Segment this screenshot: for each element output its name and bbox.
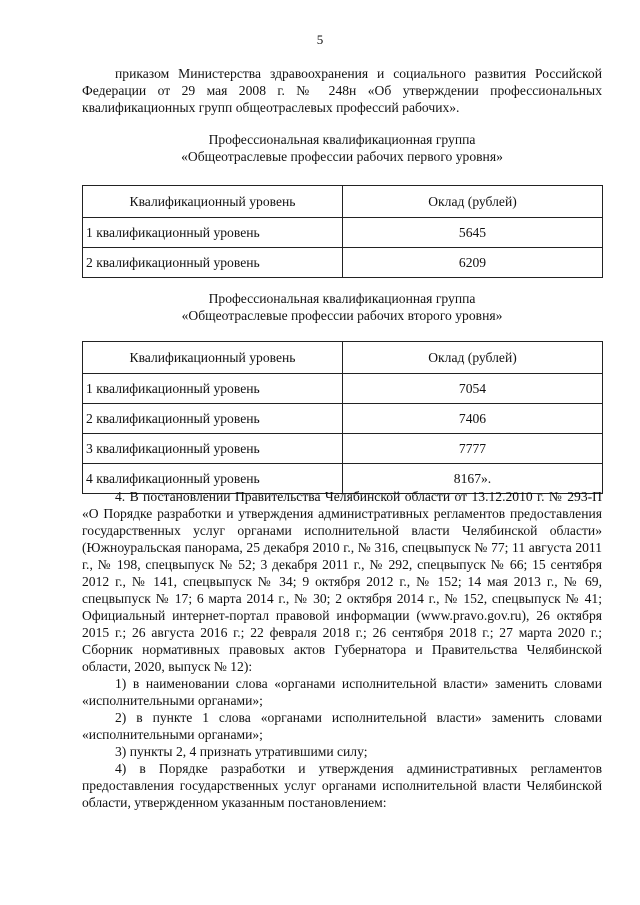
table-header-row xyxy=(83,342,603,374)
table-row xyxy=(83,434,603,464)
column-header-salary: Оклад (рублей) xyxy=(343,342,603,374)
level-cell: 2 квалификационный уровень xyxy=(83,404,343,434)
paragraph-4-2: 2) в пункте 1 слова «органами исполнительной власти» заменить словами «исполнительными органами»; xyxy=(82,710,602,742)
group-2-title-line-1: Профессиональная квалификационная группа xyxy=(208,291,476,306)
table-header-row xyxy=(83,186,603,218)
page-number: 5 xyxy=(316,32,324,47)
group-2-title xyxy=(82,290,602,324)
level-cell: 3 квалификационный уровень xyxy=(83,434,343,464)
salary-cell: 8167». xyxy=(343,464,603,494)
group-1-title xyxy=(82,131,602,165)
salary-cell: 7777 xyxy=(343,434,603,464)
table-row xyxy=(83,404,603,434)
paragraph-4-1: 1) в наименовании слова «органами исполнительной власти» заменить словами «исполнительными органами»; xyxy=(82,676,602,708)
level-cell: 2 квалификационный уровень xyxy=(83,248,343,278)
salary-cell: 7054 xyxy=(343,374,603,404)
table-row xyxy=(83,374,603,404)
table-row xyxy=(83,248,603,278)
paragraph-4: 4. В постановлении Правительства Челябинской области от 13.12.2010 г. № 293-П «О Порядке разработки и утверждения административных регламентов предоставления государственных услуг органами исполнительной власти Челябинской области» (Южноуральская панорама, 25 декабря 2010 г., № 316, спецвыпуск № 77; 11 августа 2011 г., № 198, спецвыпуск № 52; 3 декабря 2011 г., № 292, спецвыпуск № 66; 15 сентября 2012 г., № 141, спецвыпуск № 34; 9 октября 2012 г., № 152; 14 мая 2013 г., № 69, спецвыпуск № 17; 6 марта 2014 г., № 30; 2 октября 2014 г., № 152, спецвыпуск № 41; Официальный интернет-портал правовой информации (www.pravo.gov.ru), 26 октября 2015 г.; 26 августа 2016 г.; 22 февраля 2018 г.; 26 сентября 2018 г.; 27 марта 2020 г.; Сборник нормативных правовых актов Губернатора и Правительства Челябинской области, 2020, выпуск № 12): xyxy=(82,489,602,674)
salary-cell: 5645 xyxy=(343,218,603,248)
paragraph-4-3: 3) пункты 2, 4 признать утратившими силу; xyxy=(115,744,368,759)
level-cell: 4 квалификационный уровень xyxy=(83,464,343,494)
salary-cell: 7406 xyxy=(343,404,603,434)
column-header-level: Квалификационный уровень xyxy=(83,186,343,218)
column-header-salary: Оклад (рублей) xyxy=(343,186,603,218)
group-2-salary-table xyxy=(82,341,603,494)
level-cell: 1 квалификационный уровень xyxy=(83,218,343,248)
salary-cell: 6209 xyxy=(343,248,603,278)
group-1-title-line-2: «Общеотраслевые профессии рабочих первого уровня» xyxy=(181,149,503,164)
group-2-title-line-2: «Общеотраслевые профессии рабочих второго уровня» xyxy=(181,308,503,323)
paragraph-4-4: 4) в Порядке разработки и утверждения административных регламентов предоставления государственных услуг органами исполнительной власти Челябинской области, утвержденном указанным постановлением: xyxy=(82,761,602,810)
intro-paragraph: приказом Министерства здравоохранения и социального развития Российской Федерации от 29 мая 2008 г. № 248н «Об утверждении профессиональных квалификационных групп общеотраслевых профессий рабочих». xyxy=(82,66,602,115)
body-text xyxy=(82,488,602,811)
column-header-level: Квалификационный уровень xyxy=(83,342,343,374)
level-cell: 1 квалификационный уровень xyxy=(83,374,343,404)
group-1-salary-table xyxy=(82,185,603,278)
group-1-title-line-1: Профессиональная квалификационная группа xyxy=(208,132,476,147)
table-row xyxy=(83,218,603,248)
